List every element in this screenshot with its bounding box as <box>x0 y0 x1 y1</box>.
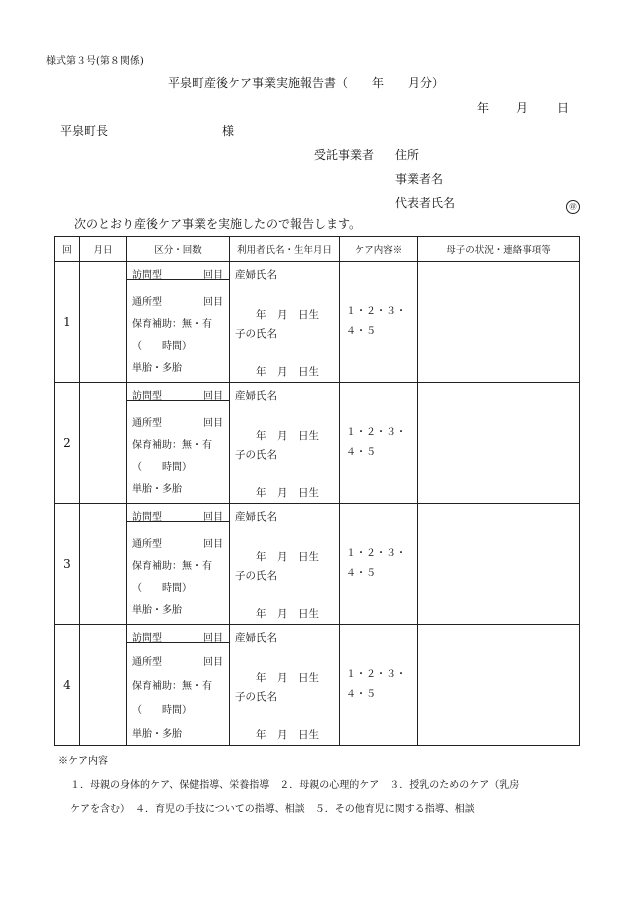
date-month: 月 <box>516 101 529 115</box>
birth-type-line: 単胎・多胎 <box>132 484 182 495</box>
hours-line: （ 時間） <box>132 705 192 716</box>
table-row <box>55 625 580 746</box>
user-cell <box>230 262 340 383</box>
user-cell <box>230 504 340 625</box>
day-times-label: 回目 <box>203 418 223 429</box>
child-name-label: 子の氏名 <box>235 449 277 461</box>
category-lines <box>132 651 225 747</box>
notes-line-2: ケアを含む） ４．育児の手技についての指導、相談 ５．その他育児に関する指導、相談 <box>70 804 475 815</box>
day-type-line <box>132 292 225 314</box>
representative-label: 代表者氏名 <box>395 196 456 210</box>
seal-mark <box>566 194 580 214</box>
mother-birthdate: 年 月 日生 <box>256 309 319 321</box>
category-cell <box>127 625 230 746</box>
notes-cell[interactable] <box>418 504 580 625</box>
care-options-1: １・２・３・ <box>346 548 406 559</box>
date-cell[interactable] <box>80 383 127 504</box>
row-number: 3 <box>55 504 80 625</box>
visit-type-label: 訪問型 <box>132 391 162 402</box>
notes-heading: ※ケア内容 <box>58 756 108 767</box>
day-type-label: 通所型 <box>132 539 162 550</box>
visit-type-line <box>127 625 229 643</box>
page-title: 平泉町産後ケア事業実施報告書（ 年 月分） <box>168 76 445 90</box>
day-type-line <box>132 413 225 435</box>
date-year: 年 <box>477 101 490 115</box>
hours-line: （ 時間） <box>132 341 192 352</box>
day-type-line <box>132 651 225 675</box>
day-type-label: 通所型 <box>132 657 162 668</box>
row-number: 4 <box>55 625 80 746</box>
form-number: 様式第３号(第８関係) <box>46 56 144 67</box>
table-row <box>55 262 580 383</box>
care-options-2: ４・５ <box>346 568 376 579</box>
day-type-label: 通所型 <box>132 297 162 308</box>
childcare-line: 保育補助：無・有 <box>132 561 212 572</box>
header-no: 回 <box>55 237 80 262</box>
report-table <box>54 236 580 746</box>
table-row <box>55 504 580 625</box>
visit-times-label: 回目 <box>203 633 223 644</box>
header-care: ケア内容※ <box>340 237 418 262</box>
notes-cell[interactable] <box>418 625 580 746</box>
mother-name-label: 産婦氏名 <box>235 390 277 402</box>
birth-type-line: 単胎・多胎 <box>132 729 182 740</box>
contractor-label: 受託事業者 <box>314 148 375 162</box>
mother-name-label: 産婦氏名 <box>235 632 277 644</box>
mother-birthdate: 年 月 日生 <box>256 430 319 442</box>
intro-text: 次のとおり産後ケア事業を実施したので報告します。 <box>74 217 362 231</box>
notes-line-1: １．母親の身体的ケア、保健指導、栄養指導 ２．母親の心理的ケア ３．授乳のためのケア（乳房 <box>70 780 520 791</box>
visit-type-label: 訪問型 <box>132 633 162 644</box>
care-cell <box>340 504 418 625</box>
mother-name-label: 産婦氏名 <box>235 269 277 281</box>
child-birthdate: 年 月 日生 <box>256 487 319 499</box>
header-date: 月日 <box>80 237 127 262</box>
day-type-line <box>132 534 225 556</box>
visit-type-line <box>127 383 229 401</box>
date-day: 日 <box>557 101 570 115</box>
date-cell[interactable] <box>80 504 127 625</box>
date-cell[interactable] <box>80 625 127 746</box>
day-times-label: 回目 <box>203 539 223 550</box>
care-options-2: ４・５ <box>346 326 376 337</box>
care-options-1: １・２・３・ <box>346 306 406 317</box>
care-cell <box>340 383 418 504</box>
child-name-label: 子の氏名 <box>235 691 277 703</box>
category-cell <box>127 504 230 625</box>
childcare-line: 保育補助：無・有 <box>132 440 212 451</box>
hours-line: （ 時間） <box>132 462 192 473</box>
category-lines <box>132 292 225 380</box>
birth-type-line: 単胎・多胎 <box>132 605 182 616</box>
header-notes: 母子の状況・連絡事項等 <box>418 237 580 262</box>
childcare-line: 保育補助：無・有 <box>132 319 212 330</box>
child-birthdate: 年 月 日生 <box>256 729 319 741</box>
header-category: 区分・回数 <box>127 237 230 262</box>
visit-times-label: 回目 <box>203 270 223 281</box>
address-label: 住所 <box>395 148 420 162</box>
child-name-label: 子の氏名 <box>235 570 277 582</box>
seal-glyph: ㊞ <box>566 200 580 214</box>
category-cell <box>127 383 230 504</box>
mother-birthdate: 年 月 日生 <box>256 672 319 684</box>
hours-line: （ 時間） <box>132 583 192 594</box>
header-user: 利用者氏名・生年月日 <box>230 237 340 262</box>
day-type-label: 通所型 <box>132 418 162 429</box>
day-times-label: 回目 <box>203 297 223 308</box>
care-options-2: ４・５ <box>346 689 376 700</box>
mother-name-label: 産婦氏名 <box>235 511 277 523</box>
mother-birthdate: 年 月 日生 <box>256 551 319 563</box>
birth-type-line: 単胎・多胎 <box>132 363 182 374</box>
visit-type-label: 訪問型 <box>132 512 162 523</box>
date-cell[interactable] <box>80 262 127 383</box>
notes-cell[interactable] <box>418 383 580 504</box>
day-times-label: 回目 <box>203 657 223 668</box>
care-cell <box>340 262 418 383</box>
category-lines <box>132 534 225 622</box>
row-number: 1 <box>55 262 80 383</box>
addressee: 平泉町長 <box>60 124 109 138</box>
user-cell <box>230 625 340 746</box>
care-options-2: ４・５ <box>346 447 376 458</box>
visit-times-label: 回目 <box>203 512 223 523</box>
user-cell <box>230 383 340 504</box>
childcare-line: 保育補助：無・有 <box>132 681 212 692</box>
visit-type-line <box>127 504 229 522</box>
honorific: 様 <box>222 124 235 138</box>
table-row <box>55 383 580 504</box>
visit-type-label: 訪問型 <box>132 270 162 281</box>
table-header-row <box>55 237 580 262</box>
care-options-1: １・２・３・ <box>346 669 406 680</box>
child-birthdate: 年 月 日生 <box>256 608 319 620</box>
category-cell <box>127 262 230 383</box>
category-lines <box>132 413 225 501</box>
visit-type-line <box>127 262 229 280</box>
care-cell <box>340 625 418 746</box>
notes-cell[interactable] <box>418 262 580 383</box>
visit-times-label: 回目 <box>203 391 223 402</box>
row-number: 2 <box>55 383 80 504</box>
business-name-label: 事業者名 <box>395 172 444 186</box>
care-options-1: １・２・３・ <box>346 427 406 438</box>
child-birthdate: 年 月 日生 <box>256 366 319 378</box>
child-name-label: 子の氏名 <box>235 328 277 340</box>
